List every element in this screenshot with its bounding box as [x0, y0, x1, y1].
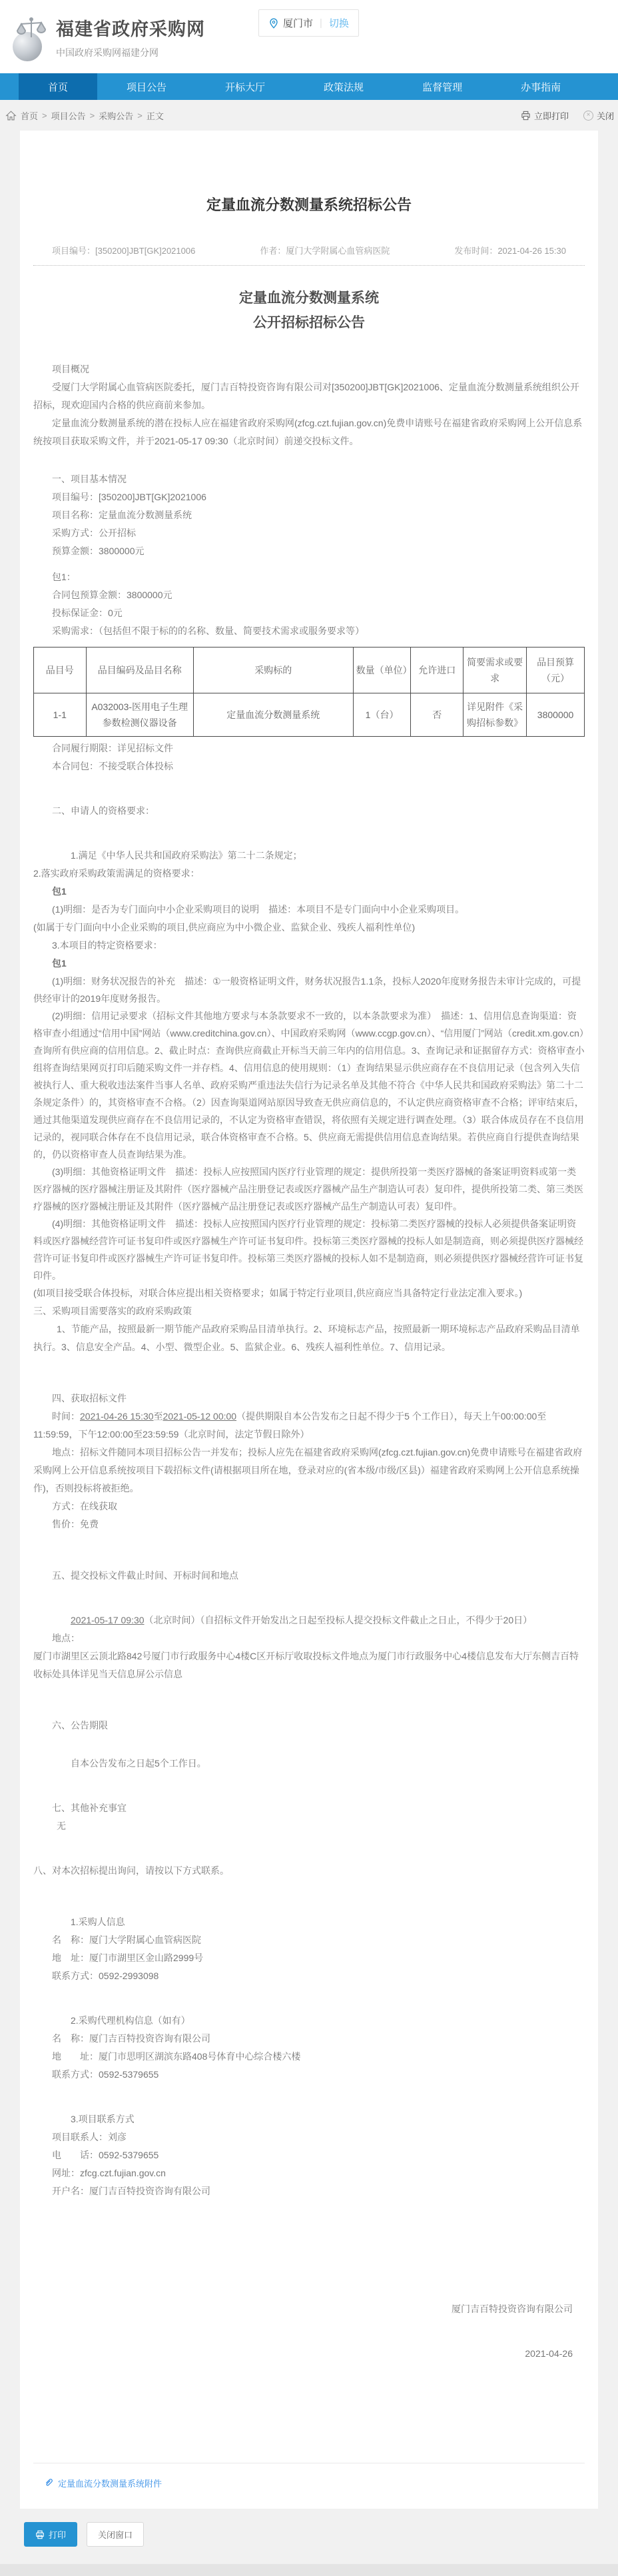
- section-6-heading: 六、公告期限: [52, 1720, 108, 1731]
- article-card: [20, 131, 598, 2509]
- section-2-heading: 二、申请人的资格要求：: [52, 805, 154, 816]
- spacer: [33, 1880, 585, 1913]
- paragraph-intro-2: 定量血流分数测量系统的潜在投标人应在福建省政府采购网(zfcg.czt.fujian.gov.cn)免费申请账号在福建省政府采购网上公开信息系统按项目获取采购文件，并于2021-05-17 09:30（北京时间）前递交投标文件。: [33, 418, 583, 446]
- divider: |: [320, 17, 322, 29]
- spacer: [33, 2084, 585, 2110]
- policy-paragraph: 1、节能产品，按照最新一期节能产品政府采购品目清单执行。2、环境标志产品，按照最新一期环境标志产品政府采购品目清单执行。3、信息安全产品。4、小型、微型企业。5、监狱企业。6、残疾人福利性单位。7、信用记录。: [33, 1324, 580, 1352]
- spacer: [33, 775, 585, 802]
- section-5-heading: 五、提交投标文件截止时间、开标时间和地点: [52, 1570, 238, 1581]
- print-now-link[interactable]: [521, 109, 569, 122]
- col-header-brief-req: 简要需求或要求: [464, 647, 527, 693]
- signature-date: 2021-04-26: [525, 2348, 573, 2359]
- logo-globe-icon: [13, 32, 42, 61]
- obtain-place-line: 地点：招标文件随同本项目招标公告一并发布；投标人应先在福建省政府采购网(zfcg.czt.fujian.gov.cn)免费申请账号在福建省政府采购网上公开信息系统按项目下载招标文件(请根据项目所在地，登录对应的(省本级/市级/区县)）福建省政府采购网上公开信息系统操作)，否则投标将被拒绝。: [33, 1447, 583, 1494]
- print-now-label: 立即打印: [533, 111, 569, 121]
- obtain-end-time: 2021-05-12 00:00: [162, 1411, 237, 1422]
- specific-req-1: (1)明细：财务状况报告的补充 描述：①一般资格证明文件，财务状况报告1.1条，投标人2020年度财务报告未审计完成的，可提供经审计的2019年度财务报告。: [33, 976, 581, 1004]
- cell-quantity: 1（台）: [353, 693, 411, 737]
- spacer: [33, 820, 585, 847]
- announcement-period-line: 自本公告发布之日起5个工作日。: [71, 1758, 206, 1769]
- deadline-line: [33, 1611, 585, 1629]
- section-7-heading: 七、其他补充事宜: [52, 1803, 127, 1813]
- cell-subject: 定量血流分数测量系统: [193, 693, 353, 737]
- col-header-budget: 品目预算（元）: [527, 647, 585, 693]
- nav-item-home[interactable]: 首页: [19, 73, 97, 100]
- agency-contact: 联系方式：0592-5379655: [52, 2069, 159, 2080]
- site-header: [0, 0, 618, 73]
- attachment-label: 定量血流分数测量系统附件: [58, 2479, 162, 2489]
- close-window-label: 关闭窗口: [98, 2530, 133, 2540]
- agency-name: 名 称：厦门吉百特投资咨询有限公司: [52, 2033, 210, 2044]
- purchaser-address: 地 址：厦门市湖里区金山路2999号: [52, 1952, 204, 1963]
- site-title: 福建省政府采购网: [56, 19, 205, 39]
- cell-budget: 3800000: [527, 693, 585, 737]
- specific-req-2-credit: (2)明细：信用记录要求（招标文件其他地方要求与本条款要求不一致的，以本条款要求为准） 描述：1、信用信息查询渠道：资格审查小组通过“信用中国”网站（www.creditchina.gov.cn）、中国政府采购网（www.ccgp.gov.cn）、“信用厦门”网站（credit.xm.gov.cn）查询所有供应商的信用信息。2、截止时点：查询供应商截止开标当天前三年内的信用信息。3、查询记录和证据留存方式：资格审查小组将查询结果网页打印后随采购文件一并存档。4、信用信息的使用规则：（1）查询结果显示供应商存在不良信用记录（包含列入失信被执行人、重大税收违法案件当事人名单、政府采购严重违法失信行为记录名单及其他不符合《中华人民共和国政府采购法》第二十二条规定条件）的，其资格审查不合格。（2）因查询渠道网站原因导致查无供应商信息的，不认定供应商资格审查不合格；评审结束后，通过其他渠道发现供应商存在不良信用记录的，不认定为资格审查错误，将依照有关规定进行调查处理。（3）联合体成员存在不良信用记录的，视同联合体存在不良信用记录，联合体资格审查不合格。5、供应商无需提供信用信息查询结果。若供应商自行提供查询结果的，仍以资格审查人员查询结果为准。: [33, 1011, 585, 1160]
- bottom-action-bar: [0, 2509, 618, 2564]
- scales-icon: [15, 17, 47, 40]
- qualification-3: 3.本项目的特定资格要求：: [52, 940, 162, 951]
- city-selector[interactable]: [258, 9, 359, 37]
- table-row: [34, 693, 585, 737]
- qualification-1: 1.满足《中华人民共和国政府采购法》第二十二条规定；: [71, 850, 302, 861]
- attachment-section: [33, 2463, 585, 2509]
- project-contact-title: 3.项目联系方式: [71, 2114, 135, 2124]
- breadcrumb-current: 正文: [146, 111, 164, 121]
- section-4-heading: 四、获取招标文件: [52, 1393, 127, 1404]
- document-title-line2: 公开招标招标公告: [253, 314, 365, 330]
- procurement-method-line: 采购方式：公开招标: [52, 528, 136, 538]
- document-title-line1: 定量血流分数测量系统: [239, 290, 379, 306]
- specific-req-4: (4)明细：其他资格证明文件 描述：投标人应按照国内医疗行业管理的规定：投标第二类医疗器械的投标人必须提供备案证明资料或医疗器械经营许可证书复印件或医疗器械生产许可证书复印件。投标第三类医疗器械的投标人如是制造商，则必须提供医疗器械经营许可证书复印件或医疗器械生产许可证书复印件。投标第三类医疗器械的投标人如不是制造商，则必须提供医疗器械经营许可证书复印件。: [33, 1218, 583, 1281]
- cell-item-code: A032003-医用电子生理参数检测仪器设备: [86, 693, 193, 737]
- package-budget-line: 合同包预算金额：3800000元: [52, 590, 172, 600]
- supplementary-line: 无: [57, 1821, 66, 1831]
- project-contact-phone: 电 话：0592-5379655: [52, 2150, 159, 2160]
- time-to: 至: [153, 1411, 163, 1422]
- breadcrumb-actions: [521, 109, 614, 122]
- section-1-heading: 一、项目基本情况: [52, 474, 127, 484]
- table-header-row: [34, 647, 585, 693]
- nav-item-guide[interactable]: 办事指南: [521, 81, 561, 93]
- dotted-divider: [33, 265, 585, 266]
- signature-company: 厦门吉百特投资咨询有限公司: [452, 2304, 573, 2314]
- switch-city-link[interactable]: 切换: [328, 18, 349, 29]
- print-button[interactable]: [24, 2522, 77, 2547]
- publish-time: 发布时间：2021-04-26 15:30: [454, 246, 566, 256]
- section-8-heading: 八、对本次招标提出询问，请按以下方式联系。: [33, 1865, 229, 1876]
- obtain-method-line: 方式：在线获取: [52, 1501, 117, 1511]
- nav-item-policies[interactable]: 政策法规: [324, 81, 364, 93]
- package-label: 包1：: [52, 572, 76, 582]
- bid-bond-line: 投标保证金：0元: [52, 608, 123, 618]
- close-window-button[interactable]: [87, 2522, 144, 2547]
- package-1-label: 包1: [52, 958, 67, 969]
- spacer: [33, 1735, 585, 1755]
- open-place-label: 地点：: [52, 1633, 80, 1643]
- project-contact-website: 网址：zfcg.czt.fujian.gov.cn: [52, 2168, 166, 2178]
- breadcrumb-procurement[interactable]: 采购公告: [99, 111, 134, 121]
- close-circle-icon: ×: [583, 111, 593, 121]
- paragraph-intro-1: 受厦门大学附属心血管病医院委托，厦门吉百特投资咨询有限公司对[350200]JBT[GK]2021006、定量血流分数测量系统组织公开招标，现欢迎国内合格的供应商前来参加。: [33, 382, 579, 410]
- col-header-subject: 采购标的: [193, 647, 353, 693]
- col-header-item-no: 品目号: [34, 647, 87, 693]
- nav-item-announcements[interactable]: 项目公告: [127, 81, 167, 93]
- printer-icon: [521, 111, 531, 121]
- site-logo: [8, 12, 47, 61]
- project-number: 项目编号：[350200]JBT[GK]2021006: [52, 246, 196, 256]
- article-meta: [33, 244, 585, 256]
- project-number-line: 项目编号：[350200]JBT[GK]2021006: [52, 492, 206, 502]
- current-city: 厦门市: [283, 18, 314, 29]
- obtain-time-line: [33, 1408, 585, 1444]
- breadcrumb-announcements[interactable]: 项目公告: [51, 111, 86, 121]
- purchaser-name: 名 称：厦门大学附属心血管病医院: [52, 1934, 201, 1945]
- specific-req-3: (3)明细：其他资格证明文件 描述：投标人应按照国内医疗行业管理的规定：提供所投第一类医疗器械的备案证明资料或第一类医疗器械的医疗器械注册证及其附件（医疗器械产品注册登记表或医疗器械产品生产制造认可表）复印件，提供所投第二类、第三类医疗器械的医疗器械注册证及其附件（医疗器械产品注册登记表或医疗器械产品生产制造认可表）复印件。: [33, 1166, 583, 1212]
- print-button-label: 打印: [49, 2530, 67, 2540]
- main-nav: [0, 73, 618, 100]
- breadcrumb-separator: >: [89, 110, 95, 121]
- close-page-label: 关闭: [596, 111, 614, 121]
- sme-detail: (1)明细：是否为专门面向中小企业采购项目的说明 描述：本项目不是专门面向中小企业采购项目。: [52, 904, 465, 915]
- attachment-link[interactable]: [44, 2477, 162, 2489]
- site-subtitle: 中国政府采购网福建分网: [56, 47, 158, 58]
- purchaser-info-title: 1.采购人信息: [71, 1917, 125, 1927]
- package-1-label: 包1: [52, 886, 67, 897]
- breadcrumb-bar: [0, 100, 618, 131]
- requirement-table: [33, 647, 585, 737]
- project-account-name: 开户名：厦门吉百特投资咨询有限公司: [52, 2186, 210, 2196]
- breadcrumb-separator: >: [42, 110, 47, 121]
- spacer: [33, 1533, 585, 1567]
- sme-note: (如属于专门面向中小企业采购的项目,供应商应为中小微企业、监狱企业、残疾人福利性单位): [33, 922, 416, 933]
- overview-heading: 项目概况: [52, 364, 89, 374]
- project-contact-person: 项目联系人：刘彦: [52, 2132, 127, 2142]
- spacer: [33, 1985, 585, 2012]
- nav-item-bid-opening-hall[interactable]: 开标大厅: [225, 81, 266, 93]
- breadcrumb: [5, 109, 164, 122]
- spacer: [33, 1835, 585, 1862]
- breadcrumb-home[interactable]: 首页: [21, 111, 39, 121]
- agency-info-title: 2.采购代理机构信息（如有）: [71, 2015, 190, 2026]
- obtain-start-time: 2021-04-26 15:30: [80, 1411, 154, 1422]
- consortium-line: 本合同包：不接受联合体投标: [52, 761, 173, 771]
- spacer: [33, 450, 585, 470]
- document-body: [33, 360, 585, 2363]
- contract-period-line: 合同履行期限：详见招标文件: [52, 743, 173, 753]
- obtain-price-line: 售价：免费: [52, 1519, 99, 1529]
- section-3-heading: 三、采购项目需要落实的政府采购政策: [33, 1306, 192, 1316]
- location-pin-icon: [268, 18, 279, 29]
- page-title: 定量血流分数测量系统招标公告: [206, 197, 412, 213]
- deadline-note: （北京时间）（自招标文件开始发出之日起至投标人提交投标文件截止之日止，不得少于20日）: [144, 1615, 533, 1625]
- cell-import: 否: [411, 693, 464, 737]
- spacer: [33, 1356, 585, 1390]
- home-icon: [5, 110, 17, 121]
- cell-brief-req: 详见附件《采购招标参数》: [464, 693, 527, 737]
- agency-address: 地 址：厦门市思明区湖滨东路408号体育中心综合楼六楼: [52, 2051, 301, 2062]
- requirement-line: 采购需求：（包括但不限于标的的名称、数量、简要技术需求或服务要求等）: [52, 626, 364, 636]
- footer-strip: [0, 2564, 618, 2576]
- col-header-quantity: 数量（单位）: [353, 647, 411, 693]
- col-header-import: 允许进口: [411, 647, 464, 693]
- document-title: [33, 286, 585, 335]
- project-name-line: 项目名称：定量血流分数测量系统: [52, 510, 192, 520]
- obtain-time-note: （提供期限自本公告发布之日起不得少于5 个工作日），每天上午00:00:00至11:59:59，下午12:00:00至23:59:59（北京时间，法定节假日除外）: [33, 1411, 547, 1440]
- purchaser-contact: 联系方式：0592-2993098: [52, 1970, 159, 1981]
- time-label: 时间：: [52, 1411, 80, 1422]
- close-page-link[interactable]: [583, 109, 614, 122]
- budget-line: 预算金额：3800000元: [52, 546, 145, 556]
- qualification-2: 2.落实政府采购政策需满足的资格要求：: [33, 868, 200, 879]
- consortium-note: (如项目接受联合体投标，对联合体应提出相关资格要求；如属于特定行业项目,供应商应当具备特定行业法定准入要求。): [33, 1288, 523, 1298]
- printer-icon: [35, 2530, 45, 2539]
- spacer: [33, 1773, 585, 1799]
- breadcrumb-separator: >: [137, 110, 143, 121]
- article-author: 作者：厦门大学附属心血管病医院: [260, 246, 390, 256]
- cell-item-no: 1-1: [34, 693, 87, 737]
- paperclip-icon: [44, 2478, 54, 2488]
- spacer: [33, 2318, 585, 2345]
- deadline-time: 2021-05-17 09:30: [71, 1615, 145, 1625]
- spacer: [33, 1683, 585, 1717]
- spacer: [33, 560, 585, 568]
- open-place-line: 厦门市湖里区云顶北路842号厦门市行政服务中心4楼C区开标厅收取投标文件地点为厦门市行政服务中心4楼信息发布大厅东侧吉百特收标处具体详见当天信息屏公示信息: [33, 1651, 579, 1679]
- spacer: [33, 2200, 585, 2300]
- spacer: [33, 1585, 585, 1611]
- nav-item-supervision[interactable]: 监督管理: [422, 81, 463, 93]
- col-header-item-code: 品目编码及品目名称: [86, 647, 193, 693]
